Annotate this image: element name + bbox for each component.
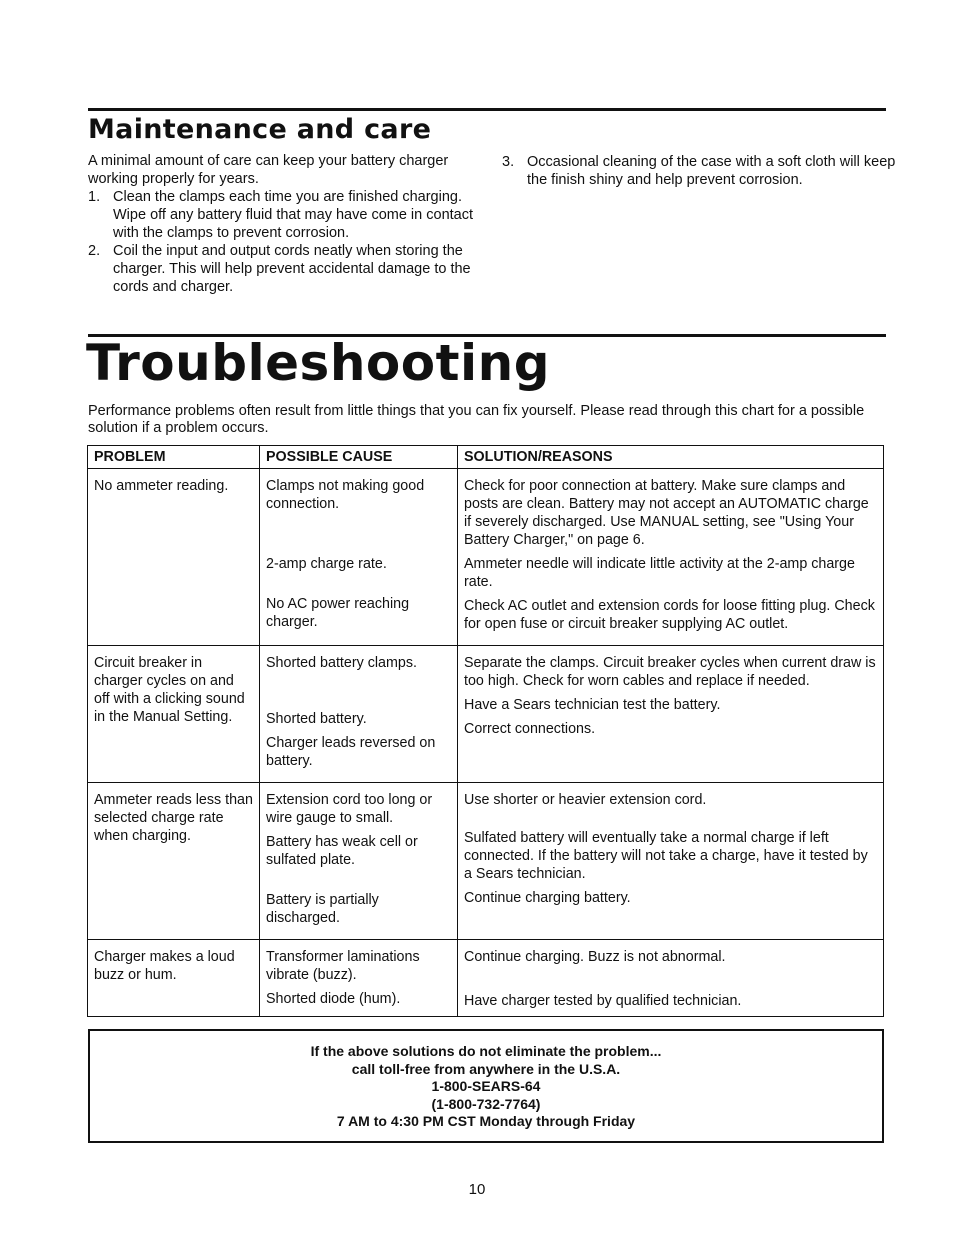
cause-text: Shorted battery.: [266, 711, 367, 727]
item-text: Clean the clamps each time you are finished charging. Wipe off any battery fluid that may have come in contact with the clamps to prevent corrosion.: [113, 189, 474, 241]
cause-cell: [260, 646, 458, 783]
solution-text: Check for poor connection at battery. Make sure clamps and posts are clean. Battery may not accept an AUTOMATIC charge if severely discharged. Use MANUAL setting, see "Using Your Battery Charger," on page 6.: [464, 478, 869, 548]
table-row: [88, 940, 884, 1017]
cause-text: Shorted battery clamps.: [266, 655, 417, 671]
solution-text: Sulfated battery will eventually take a normal charge if left connected. If the battery will not take a charge, have it tested by a Sears technician.: [464, 830, 868, 882]
cause-text: Extension cord too long or wire gauge to small.: [266, 792, 433, 826]
section-rule-top: [88, 108, 886, 111]
solution-text: Correct connections.: [464, 721, 596, 737]
maintenance-left-column: [88, 152, 473, 296]
help-callout-box: [88, 1029, 884, 1143]
callout-line: call toll-free from anywhere in the U.S.A.: [351, 1060, 621, 1077]
problem-text: No ammeter reading.: [94, 478, 229, 494]
cause-cell: [260, 783, 458, 940]
maintenance-item: [88, 242, 473, 296]
maintenance-item: [502, 153, 897, 189]
page-number: 10: [468, 1181, 486, 1198]
maintenance-intro: A minimal amount of care can keep your battery charger working properly for years.: [88, 153, 449, 187]
solution-text: Have charger tested by qualified technician.: [464, 993, 742, 1009]
solution-text: Ammeter needle will indicate little activity at the 2-amp charge rate.: [464, 556, 855, 590]
problem-text: Circuit breaker in charger cycles on and off with a clicking sound in the Manual Setting.: [94, 655, 245, 725]
maintenance-right-column: [502, 153, 897, 189]
cause-cell: [260, 940, 458, 1017]
cause-text: 2-amp charge rate.: [266, 556, 387, 572]
item-text: Coil the input and output cords neatly when storing the charger. This will help prevent accidental damage to the cords and charger.: [113, 243, 471, 295]
item-number: 3.: [502, 154, 515, 170]
solution-text: Use shorter or heavier extension cord.: [464, 792, 707, 808]
callout-hours: 7 AM to 4:30 PM CST Monday through Friday: [336, 1113, 636, 1129]
maintenance-title: Maintenance and care: [88, 114, 432, 145]
problem-text: Charger makes a loud buzz or hum.: [94, 949, 235, 983]
solution-text: Continue charging. Buzz is not abnormal.: [464, 949, 726, 965]
table-row: [88, 646, 884, 783]
solution-cell: [458, 469, 884, 646]
problem-cell: [88, 940, 260, 1017]
troubleshooting-title: Troubleshooting: [86, 334, 551, 392]
cause-text: Shorted diode (hum).: [266, 991, 401, 1007]
cause-cell: [260, 469, 458, 646]
header-problem: PROBLEM: [88, 446, 260, 469]
troubleshooting-table: [87, 445, 884, 1017]
cause-text: No AC power reaching charger.: [266, 596, 410, 630]
solution-text: Continue charging battery.: [464, 890, 631, 906]
callout-phone: 1-800-SEARS-64: [431, 1078, 541, 1094]
solution-text: Check AC outlet and extension cords for loose fitting plug. Check for open fuse or circuit breaker supplying AC outlet.: [464, 598, 875, 632]
maintenance-item: [88, 188, 473, 242]
item-number: 1.: [88, 189, 101, 205]
problem-cell: [88, 783, 260, 940]
problem-text: Ammeter reads less than selected charge rate when charging.: [94, 792, 253, 844]
item-text: Occasional cleaning of the case with a soft cloth will keep the finish shiny and help prevent corrosion.: [527, 154, 896, 188]
cause-text: Clamps not making good connection.: [266, 478, 425, 512]
callout-phone-numeric: (1-800-732-7764): [431, 1095, 541, 1112]
callout-line: If the above solutions do not eliminate the problem...: [310, 1043, 662, 1059]
table-row: [88, 469, 884, 646]
table-row: [88, 783, 884, 940]
table-header-row: [88, 446, 884, 469]
solution-cell: [458, 646, 884, 783]
solution-text: Separate the clamps. Circuit breaker cycles when current draw is too high. Check for worn cables and replace if needed.: [464, 655, 876, 689]
cause-text: Battery is partially discharged.: [266, 892, 379, 926]
cause-text: Battery has weak cell or sulfated plate.: [266, 834, 418, 868]
cause-text: Transformer laminations vibrate (buzz).: [266, 949, 420, 983]
solution-cell: [458, 940, 884, 1017]
header-solution: SOLUTION/REASONS: [458, 446, 884, 469]
problem-cell: [88, 646, 260, 783]
solution-cell: [458, 783, 884, 940]
solution-text: Have a Sears technician test the battery.: [464, 697, 721, 713]
item-number: 2.: [88, 243, 101, 259]
troubleshooting-intro: Performance problems often result from little things that you can fix yourself. Please read through this chart for a possible solution if a problem occurs.: [88, 403, 865, 436]
cause-text: Charger leads reversed on battery.: [266, 735, 436, 769]
problem-cell: [88, 469, 260, 646]
header-possible-cause: POSSIBLE CAUSE: [260, 446, 458, 469]
